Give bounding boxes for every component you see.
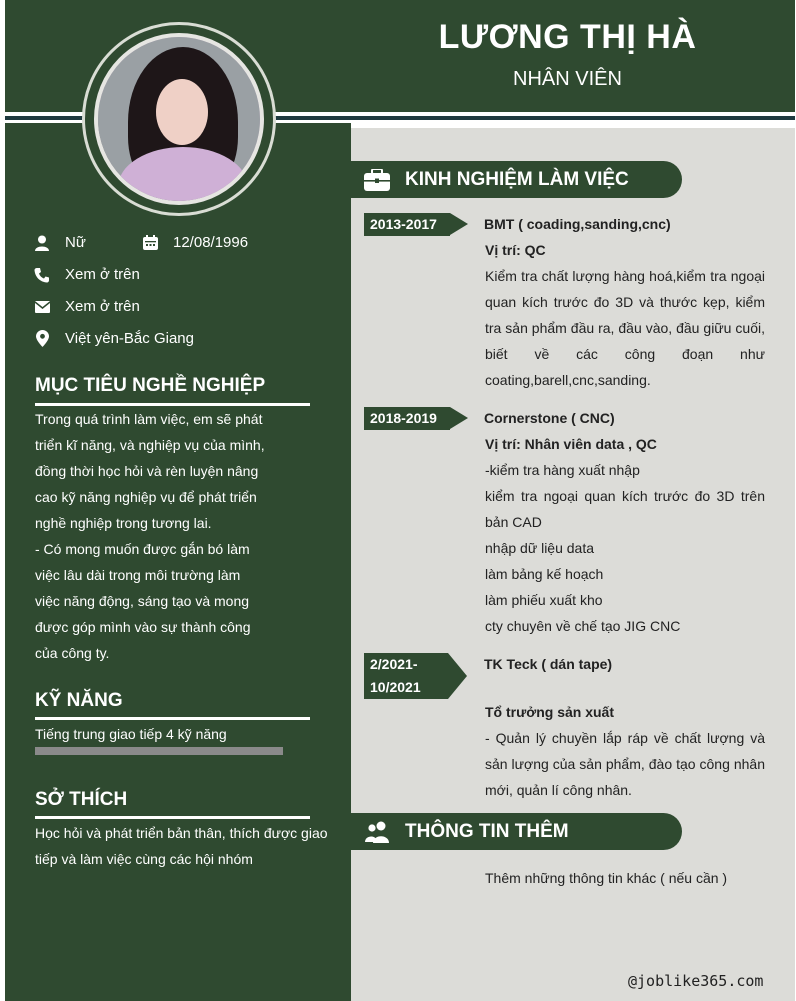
avatar-face: [156, 79, 208, 145]
experience-description: làm bảng kế hoạch: [485, 566, 604, 582]
additional-title: THÔNG TIN THÊM: [405, 820, 569, 842]
objective-line: - Có mong muốn được gắn bó làm: [35, 541, 250, 557]
avatar: [94, 33, 264, 205]
experience-role: Vị trí: QC: [485, 242, 546, 258]
birthday-value: 12/08/1996: [173, 234, 249, 251]
envelope-icon: [27, 301, 57, 313]
objective-line: Trong quá trình làm việc, em sẽ phát: [35, 411, 263, 427]
experience-date-line: 10/2021: [370, 679, 421, 695]
objective-text: [35, 406, 265, 666]
experience-company: Cornerstone ( CNC): [484, 410, 615, 426]
objective-line: đồng thời học hỏi và rèn luyện nâng: [35, 463, 259, 479]
experience-date: [364, 653, 448, 699]
hobbies-line: tiếp và làm việc cùng các hội nhóm: [35, 851, 253, 867]
phone-row: [27, 266, 140, 283]
gender-value: Nữ: [65, 234, 86, 251]
objective-line: việc lâu dài trong môi trường làm: [35, 567, 241, 583]
date-tag-arrow: [450, 213, 468, 235]
users-icon: [351, 821, 403, 843]
experience-date: 2013-2017: [364, 213, 450, 236]
phone-icon: [27, 267, 57, 283]
experience-description: cty chuyên về chế tạo JIG CNC: [485, 618, 681, 634]
experience-title: KINH NGHIỆM LÀM VIỆC: [405, 168, 629, 190]
skills-title: KỸ NĂNG: [35, 690, 123, 711]
objective-line: của công ty.: [35, 645, 110, 661]
objective-line: cao kỹ năng nghiệp vụ để phát triển: [35, 489, 257, 505]
experience-company: TK Teck ( dán tape): [484, 656, 613, 672]
hobbies-line: Học hỏi và phát triển bản thân, thích được giao: [35, 825, 328, 841]
experience-role: Vị trí: Nhân viên data , QC: [485, 436, 657, 452]
objective-title: MỤC TIÊU NGHỀ NGHIỆP: [35, 375, 266, 396]
address-value: Việt yên-Bắc Giang: [65, 330, 194, 347]
experience-header: [351, 161, 682, 198]
email-row: [27, 298, 140, 315]
calendar-icon: [135, 235, 165, 250]
address-row: [27, 330, 194, 347]
hobbies-underline: [35, 816, 310, 819]
experience-date-line: 2/2021-: [370, 656, 418, 672]
experience-company: BMT ( coading,sanding,cnc): [484, 216, 671, 232]
footer-handle: @joblike365.com: [628, 972, 764, 990]
additional-text: Thêm những thông tin khác ( nếu cần ): [485, 870, 728, 886]
candidate-name: LƯƠNG THỊ HÀ: [438, 18, 697, 56]
spacer: [485, 677, 765, 699]
right-column-gap: [351, 123, 795, 128]
user-icon: [27, 235, 57, 251]
experience-description: - Quản lý chuyền lắp ráp về chất lượng và sản lượng của sản phẩm, đào tạo công nhân mới, quản lí công nhân.: [485, 730, 765, 798]
hobbies-text: [35, 820, 328, 872]
email-value: Xem ở trên: [65, 298, 140, 315]
objective-line: việc năng động, sáng tạo và mong: [35, 593, 250, 609]
objective-line: triển kĩ năng, và nghiệp vụ của mình,: [35, 437, 265, 453]
experience-description: làm phiếu xuất kho: [485, 592, 603, 608]
experience-description: nhập dữ liệu data: [485, 540, 595, 556]
experience-description: kiểm tra ngoại quan kích trước đo 3D trên bản CAD: [485, 488, 765, 530]
skill-level-bar: [35, 747, 283, 755]
hobbies-title: SỞ THÍCH: [35, 789, 128, 810]
skills-underline: [35, 717, 310, 720]
birthday-row: [135, 234, 248, 251]
experience-item: [485, 211, 765, 393]
experience-item: [485, 651, 765, 803]
date-tag-arrow: [450, 407, 468, 429]
skill-name: Tiếng trung giao tiếp 4 kỹ năng: [35, 726, 227, 742]
experience-description: -kiểm tra hàng xuất nhập: [485, 462, 640, 478]
experience-description: Kiểm tra chất lượng hàng hoá,kiểm tra ngoại quan kích trước đo 3D và thước kẹp, kiểm tra sản phẩm đầu ra, đầu vào, đầu giữu cuối, biết về các công đoạn như coating,barell,cnc,sanding.: [485, 268, 765, 388]
candidate-title: NHÂN VIÊN: [513, 68, 622, 90]
objective-line: nghề nghiệp trong tương lai.: [35, 515, 212, 531]
experience-date: 2018-2019: [364, 407, 450, 430]
experience-item: [485, 405, 765, 639]
gender-row: [27, 234, 86, 251]
additional-header: [351, 813, 682, 850]
briefcase-icon: [351, 169, 403, 191]
date-tag-arrow: [448, 653, 467, 699]
phone-value: Xem ở trên: [65, 266, 140, 283]
experience-role: Tổ trưởng sản xuất: [485, 704, 614, 720]
location-pin-icon: [27, 330, 57, 347]
objective-line: được góp mình vào sự thành công: [35, 619, 251, 635]
